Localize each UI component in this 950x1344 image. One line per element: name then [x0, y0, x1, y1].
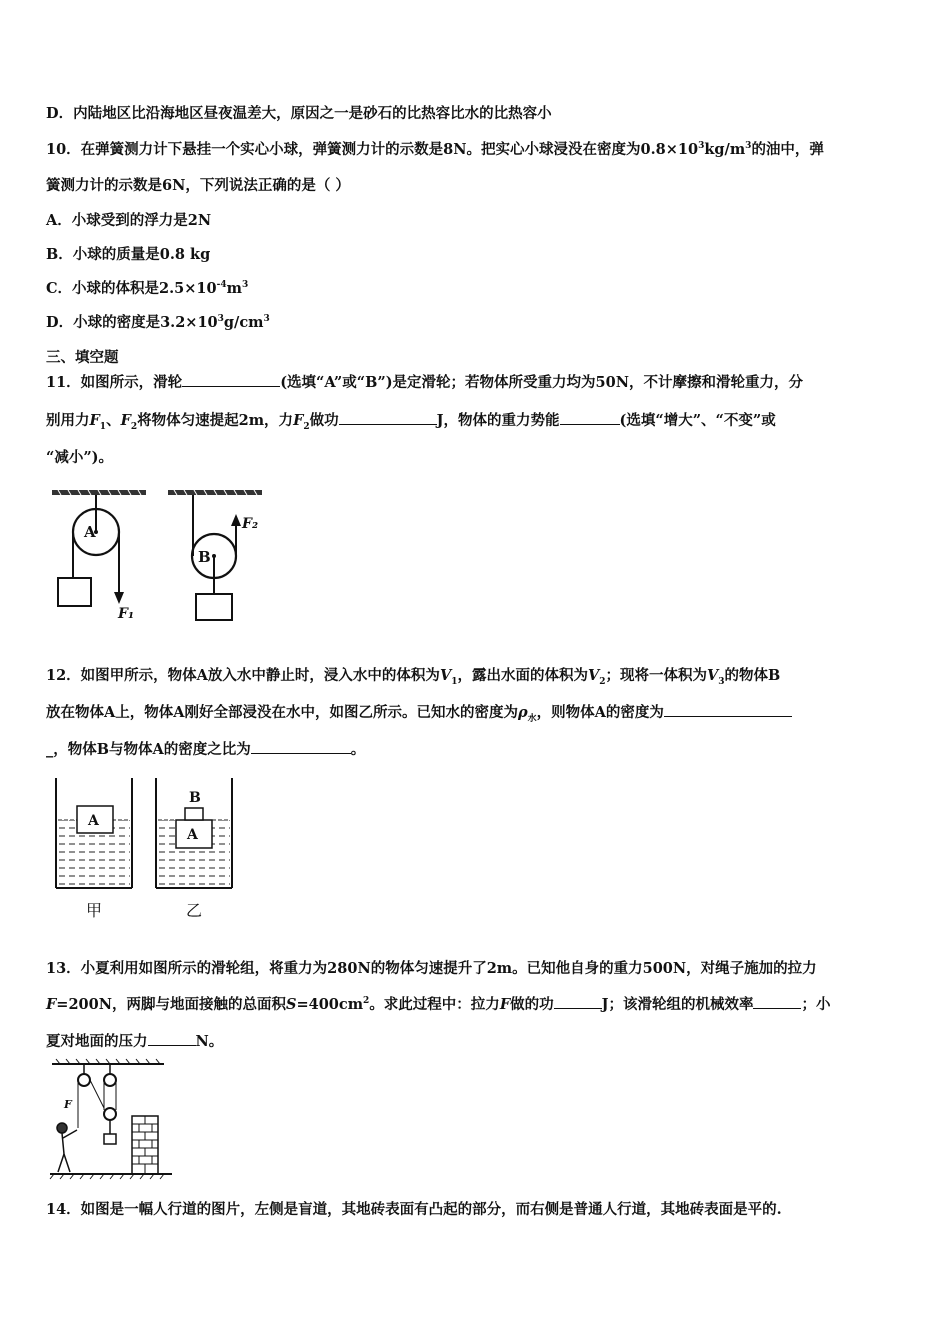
f2-label: F₂ — [242, 516, 259, 532]
q11-blank-3[interactable] — [560, 410, 620, 425]
svg-text:A: A — [187, 827, 198, 843]
fixed-pulley-1 — [78, 1074, 90, 1086]
label-jia: 甲 — [86, 901, 103, 920]
q14-line1: 14．如图是一幅人行道的图片，左侧是盲道，其地砖表面有凸起的部分，而右侧是普通人行道，其地砖表面是平的. — [46, 1201, 782, 1218]
block-b-yi — [185, 808, 203, 820]
brick-wall — [132, 1116, 158, 1174]
q11-line2: 别用力$F_1$、$F_2$将物体匀速提起2m，力$F_2$做功 J，物体的重力势能 (选填“增大”、“不变”或 — [46, 412, 776, 432]
q9-option-d: D．内陆地区比沿海地区昼夜温差大，原因之一是砂石的比热容比水的比热容小 — [46, 105, 552, 122]
container-jia — [56, 778, 132, 888]
q12-line3: _，物体B与物体A的密度之比为 。 — [46, 741, 366, 758]
load-block — [104, 1134, 116, 1144]
q13-blank-1[interactable] — [554, 994, 602, 1009]
movable-pulley — [104, 1108, 116, 1120]
f1-label: F₁ — [118, 606, 135, 622]
weight-left — [58, 578, 91, 606]
q13-blank-3[interactable] — [148, 1031, 196, 1046]
q13-blank-2[interactable] — [753, 994, 801, 1009]
q11-blank-2[interactable] — [339, 410, 437, 425]
q11-line1: 11．如图所示，滑轮 (选填“A”或“B”)是定滑轮；若物体所受重力均为50N，不计摩擦和滑轮重力，分 — [46, 374, 803, 391]
q12-blank-2[interactable] — [251, 739, 351, 754]
label-yi: 乙 — [186, 901, 203, 920]
pulley-a-label: A — [84, 523, 96, 541]
section-title: 三、填空题 — [46, 349, 119, 366]
q11-pulley-figure — [48, 486, 270, 622]
svg-text:A: A — [88, 813, 99, 829]
weight-right — [196, 594, 232, 620]
q10-option-c: C．小球的体积是$2.5\times 10^{-4}m^3$ — [46, 280, 249, 297]
q10-option-a: A．小球受到的浮力是2N — [46, 212, 212, 229]
q13-pulley-system-figure — [46, 1058, 176, 1180]
q13-line1: 13．小夏利用如图所示的滑轮组，将重力为280N的物体匀速提升了2m。已知他自身的重力500N，对绳子施加的拉力 — [46, 960, 817, 977]
q10-stem-line1: 10．在弹簧测力计下悬挂一个实心小球，弹簧测力计的示数是8N。把实心小球浸没在密度为$0.8\times 10^3kg/m^3$的油中，弹 — [46, 141, 824, 158]
q12-container-figure — [48, 776, 244, 924]
q11-line3: “减小”)。 — [46, 449, 114, 466]
q10-option-b: B．小球的质量是0.8 kg — [46, 246, 211, 263]
q13-line3: 夏对地面的压力 N。 — [46, 1033, 224, 1050]
q13-line2: F=200N，两脚与地面接触的总面积$S=400cm^2$。求此过程中：拉力F做的功 J；该滑轮组的机械效率 ；小 — [46, 996, 831, 1013]
fixed-pulley-2 — [104, 1074, 116, 1086]
person — [57, 1123, 77, 1172]
pulley-b-label: B — [198, 548, 211, 566]
q10-option-d: D．小球的密度是$3.2\times 10^3g/cm^3$ — [46, 314, 270, 331]
q12-line2: 放在物体A上，物体A刚好全部浸没在水中，如图乙所示。已知水的密度为$\rho_水$，则物体A的密度为 — [46, 701, 792, 724]
q10-stem-line2: 簧测力计的示数是6N，下列说法正确的是（ ） — [46, 177, 350, 194]
f-label: F — [64, 1098, 72, 1111]
q11-blank-1[interactable] — [182, 372, 280, 387]
container-yi — [156, 778, 232, 888]
svg-text:B: B — [189, 790, 201, 806]
q12-line1: 12．如图甲所示，物体A放入水中静止时，浸入水中的体积为$V_1$，露出水面的体积为$V_2$；现将一体积为$V_3$的物体B — [46, 667, 781, 687]
q12-blank-1[interactable] — [664, 702, 792, 717]
